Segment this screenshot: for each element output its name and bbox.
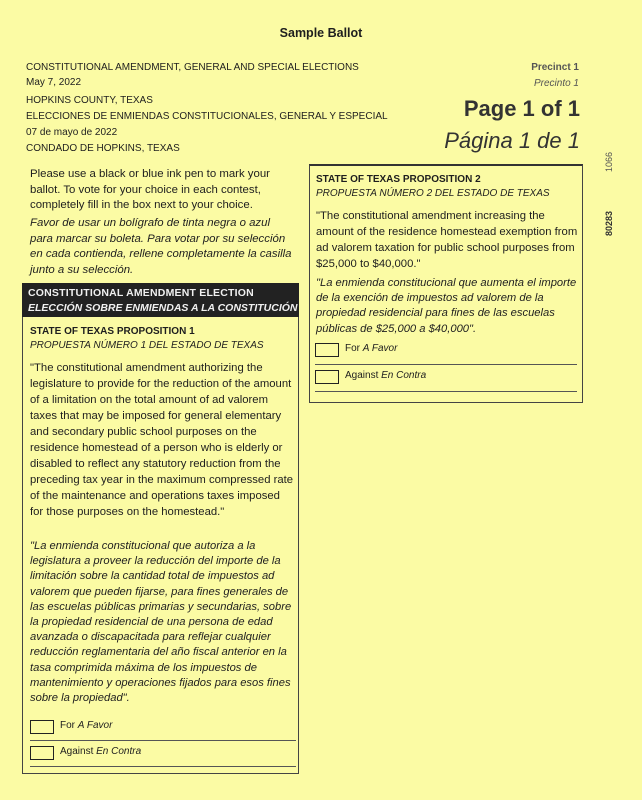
divider bbox=[315, 364, 577, 365]
divider bbox=[30, 740, 296, 741]
proposition-2-title-en: STATE OF TEXAS PROPOSITION 2 bbox=[316, 174, 481, 185]
page-number-en: Page 1 of 1 bbox=[463, 96, 580, 121]
proposition-1-for-option[interactable] bbox=[30, 720, 295, 736]
proposition-2-against-label: Against En Contra bbox=[345, 370, 427, 381]
divider bbox=[315, 391, 577, 392]
section-title-en: CONSTITUTIONAL AMENDMENT ELECTION bbox=[28, 287, 254, 299]
proposition-2-for-label: For A Favor bbox=[345, 343, 398, 354]
proposition-2-text-es: "La enmienda constitucional que aumenta el importe de la exención de impuestos ad valorem de la propiedad residencial para fines de las escuelas públicas de $25,000 a $40,000". bbox=[316, 277, 577, 335]
election-name-es: ELECCIONES DE ENMIENDAS CONSTITUCIONALES, GENERAL Y ESPECIAL bbox=[26, 111, 388, 122]
side-number-bottom: 80283 bbox=[604, 210, 614, 236]
ballot-title: Sample Ballot bbox=[279, 26, 363, 40]
proposition-1-header bbox=[30, 325, 292, 353]
proposition-1-title-en: STATE OF TEXAS PROPOSITION 1 bbox=[30, 326, 195, 337]
election-date-en: May 7, 2022 bbox=[26, 77, 82, 88]
election-date-es: 07 de mayo de 2022 bbox=[26, 127, 118, 138]
proposition-2-against-option[interactable] bbox=[315, 370, 577, 386]
proposition-1-text-es: "La enmienda constitucional que autoriza a la legislatura a proveer la reducción del importe de la limitación sobre la cantidad total de impuestos ad valorem que pueden fijarse, para fines generales de las escuelas públicas primarias y secundarias, sobre la propiedad residencial de una persona de edad avanzada o discapacitada para reflejar cualquier reducción reglamentaria del año fiscal anterior en la tasa comprimida máxima de los impuestos de mantenimiento y operaciones fijados para esos fines sobre la propiedad". bbox=[30, 540, 292, 705]
proposition-2-for-checkbox[interactable] bbox=[315, 343, 339, 357]
proposition-1-against-label: Against En Contra bbox=[60, 746, 142, 757]
proposition-1-text-en: "The constitutional amendment authorizing the legislature to provide for the reduction of the amount of a limitation on the total amount of ad valorem taxes that may be imposed for general elementary and secondary public school purposes on the residence homestead of a person who is elderly or disabled to reflect any statutory reduction from the preceding tax year in the maximum compressed rate of the maintenance and operations taxes imposed for those purposes on the homestead." bbox=[30, 362, 294, 518]
instructions-es: Favor de usar un bolígrafo de tinta negra o azul para marcar su boleta. Para votar por su selección en cada contienda, rellene completamente la casilla junto a su selección. bbox=[30, 217, 292, 276]
proposition-2-header bbox=[316, 173, 578, 201]
proposition-1-title-es: PROPUESTA NÚMERO 1 DEL ESTADO DE TEXAS bbox=[30, 340, 264, 351]
proposition-1-for-checkbox[interactable] bbox=[30, 720, 54, 734]
divider bbox=[30, 766, 296, 767]
proposition-2-against-checkbox[interactable] bbox=[315, 370, 339, 384]
proposition-2-for-option[interactable] bbox=[315, 343, 577, 359]
election-name-en: CONSTITUTIONAL AMENDMENT, GENERAL AND SPECIAL ELECTIONS bbox=[26, 62, 359, 73]
proposition-1-against-option[interactable] bbox=[30, 746, 295, 762]
page-number-es: Página 1 de 1 bbox=[444, 128, 580, 153]
county-es: CONDADO DE HOPKINS, TEXAS bbox=[26, 143, 180, 154]
proposition-2-text-en: "The constitutional amendment increasing the amount of the residence homestead exemption from ad valorem taxation for public school purposes from $25,000 to $40,000." bbox=[316, 210, 578, 270]
proposition-1-against-checkbox[interactable] bbox=[30, 746, 54, 760]
section-title-es: ELECCIÓN SOBRE ENMIENDAS A LA CONSTITUCIÓN bbox=[28, 302, 298, 314]
proposition-2-title-es: PROPUESTA NÚMERO 2 DEL ESTADO DE TEXAS bbox=[316, 188, 550, 199]
section-banner bbox=[22, 283, 299, 317]
instructions-en: Please use a black or blue ink pen to mark your ballot. To vote for your choice in each contest, completely fill in the box next to your choice. bbox=[30, 168, 270, 211]
county-en: HOPKINS COUNTY, TEXAS bbox=[26, 95, 153, 106]
precinct-en: Precinct 1 bbox=[531, 62, 579, 73]
proposition-1-for-label: For A Favor bbox=[60, 720, 113, 731]
precinct-es: Precinto 1 bbox=[533, 78, 579, 89]
side-number-top: 1066 bbox=[604, 151, 614, 172]
